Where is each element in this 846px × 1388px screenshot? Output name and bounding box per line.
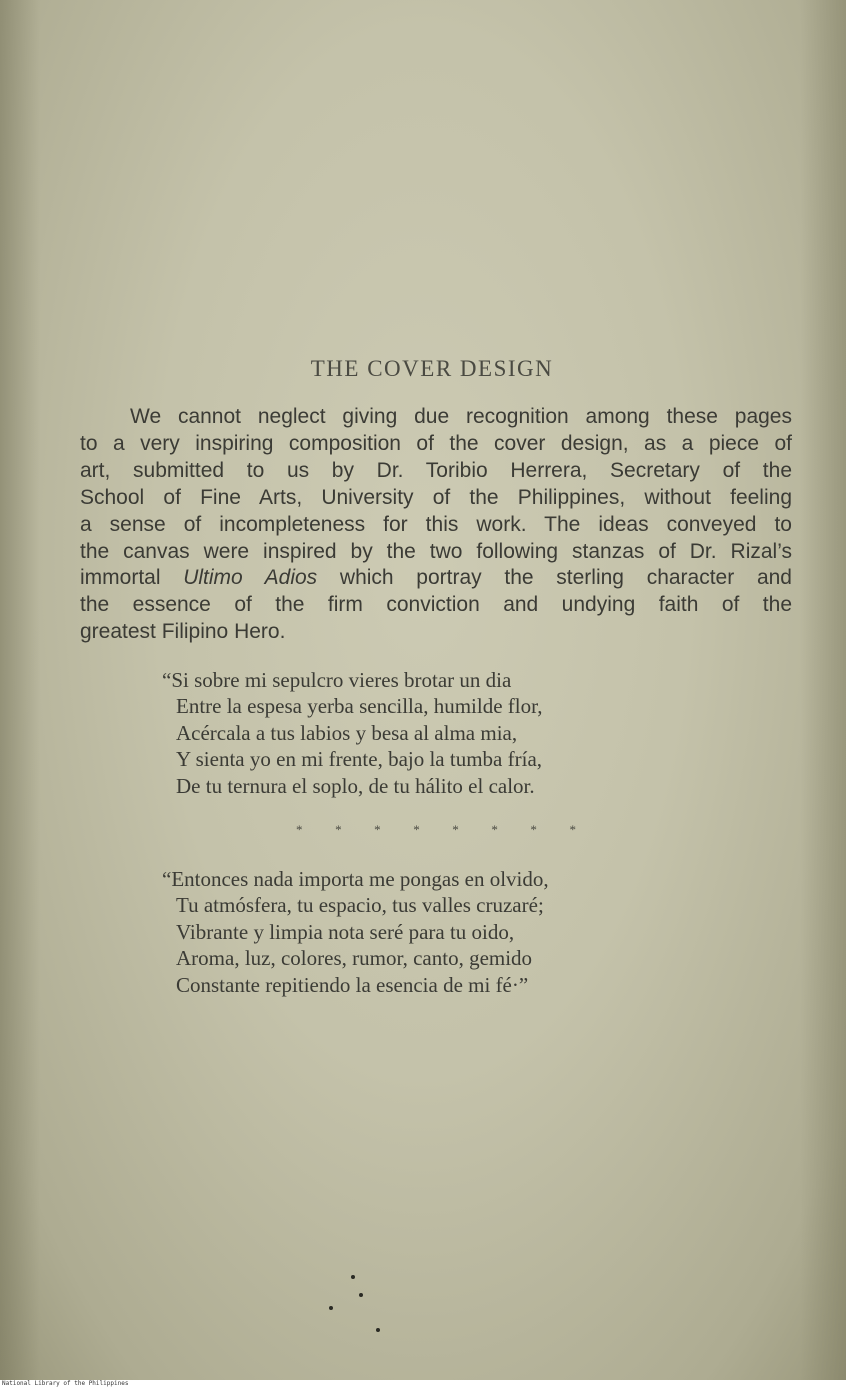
paragraph-line: to a very inspiring composition of the cover design, as a piece of (80, 431, 792, 455)
separator-asterisk: * (569, 822, 576, 837)
verse-line: Entre la espesa yerba sencilla, humilde flor, (176, 694, 543, 719)
separator-asterisk: * (530, 822, 537, 837)
paragraph-line: School of Fine Arts, University of the Philippines, without feeling (80, 485, 792, 509)
separator-asterisk: * (374, 822, 381, 837)
paragraph-line: a sense of incompleteness for this work. The ideas conveyed to (80, 512, 792, 536)
page-edge-shadow-left (0, 0, 40, 1380)
separator-asterisk: * (296, 822, 303, 837)
paragraph-line: the canvas were inspired by the two following stanzas of Dr. Rizal’s (80, 539, 792, 563)
verse-line: Constante repitiendo la esencia de mi fé·” (176, 972, 529, 997)
paragraph-line: greatest Filipino Hero. (80, 620, 286, 644)
ink-speck (376, 1328, 380, 1332)
verse-line: Vibrante y limpia nota seré para tu oido, (176, 919, 515, 944)
stanza-separator (296, 822, 576, 838)
ink-speck (329, 1306, 333, 1310)
verse-line: “Entonces nada importa me pongas en olvido, (162, 867, 549, 891)
paragraph-line: We cannot neglect giving due recognition among these pages (130, 405, 792, 428)
verse-line: Acércala a tus labios y besa al alma mia, (176, 720, 518, 745)
ink-speck (351, 1275, 355, 1279)
ink-speck (359, 1293, 363, 1297)
paragraph-text: immortal (80, 566, 184, 590)
verse-line: Y sienta yo en mi frente, bajo la tumba fría, (176, 747, 543, 772)
paragraph-line (80, 565, 792, 592)
paragraph-line: the essence of the firm conviction and undying faith of the (80, 593, 792, 617)
stanza-one (162, 667, 543, 799)
intro-paragraph (80, 404, 792, 646)
separator-asterisk: * (491, 822, 498, 837)
paragraph-line: art, submitted to us by Dr. Toribio Herrera, Secretary of the (80, 458, 792, 482)
separator-asterisk: * (335, 822, 342, 837)
separator-asterisk: * (452, 822, 459, 837)
poem-title-italic: Ultimo Adios (183, 566, 318, 590)
verse-line: “Si sobre mi sepulcro vieres brotar un dia (162, 668, 512, 692)
separator-asterisk: * (413, 822, 420, 837)
page-edge-shadow-right (800, 0, 846, 1380)
verse-line: Tu atmósfera, tu espacio, tus valles cruzaré; (176, 893, 544, 918)
page-title: THE COVER DESIGN (310, 356, 554, 381)
verse-line: De tu ternura el soplo, de tu hálito el calor. (176, 773, 535, 798)
verse-line: Aroma, luz, colores, rumor, canto, gemido (176, 946, 533, 971)
library-credit: National Library of the Philippines (2, 1380, 129, 1387)
paragraph-text: which portray the sterling character and (317, 566, 792, 590)
stanza-two (162, 866, 549, 998)
